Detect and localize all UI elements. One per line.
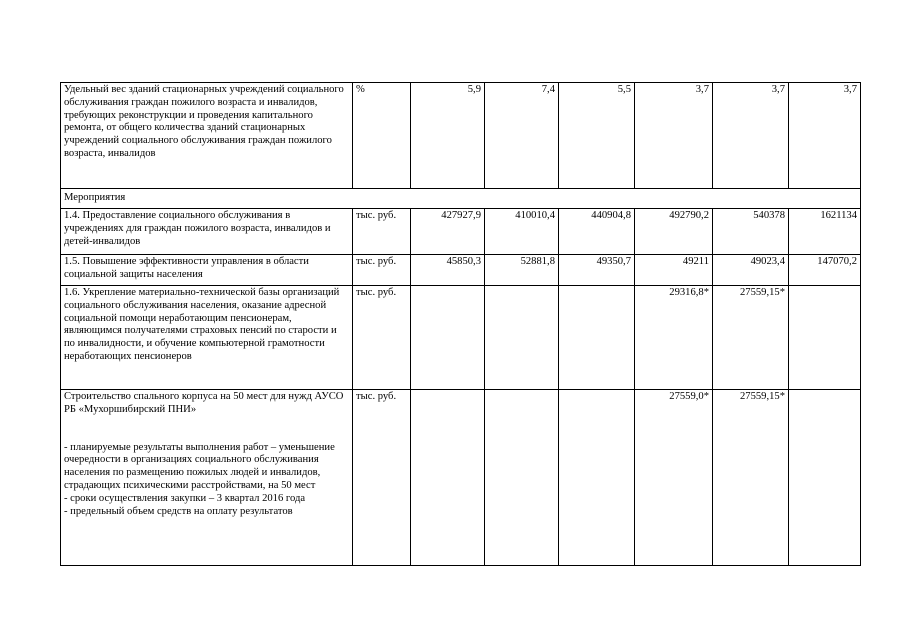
value-cell: 3,7 [713, 83, 789, 189]
value-cell: 49023,4 [713, 255, 789, 286]
table-row [61, 286, 861, 390]
document-table [60, 82, 861, 566]
value-cell: 540378 [713, 209, 789, 255]
value-cell: 49350,7 [559, 255, 635, 286]
value-cell: 7,4 [485, 83, 559, 189]
value-cell: 52881,8 [485, 255, 559, 286]
value-cell: 410010,4 [485, 209, 559, 255]
value-cell [559, 286, 635, 390]
value-cell [411, 286, 485, 390]
value-cell: 49211 [635, 255, 713, 286]
value-cell: 27559,15* [713, 286, 789, 390]
row-name: 1.5. Повышение эффективности управления в области социальной защиты населения [61, 255, 353, 286]
row-name: Строительство спального корпуса на 50 мест для нужд АУСО РБ «Мухоршибирский ПНИ» [64, 391, 344, 415]
value-cell: 3,7 [789, 83, 861, 189]
row-unit: тыс. руб. [353, 209, 411, 255]
value-cell [485, 390, 559, 566]
value-cell: 440904,8 [559, 209, 635, 255]
row-name-block [61, 390, 353, 566]
row-unit: тыс. руб. [353, 255, 411, 286]
row-detail: - планируемые результаты выполнения работ – уменьшение очередности в организациях социального обслуживания населения по размещению пожилых людей и инвалидов, страдающих психическими расстройствами, на 50 мест [64, 441, 335, 491]
value-cell: 45850,3 [411, 255, 485, 286]
value-cell [485, 286, 559, 390]
value-cell: 427927,9 [411, 209, 485, 255]
value-cell [789, 390, 861, 566]
row-name: 1.6. Укрепление материально-технической базы организаций социального обслуживания населения, оказание адресной социальной помощи неработающим пенсионерам, являющимся получателями страховых пенсий по старости и по инвалидности, и обучение компьютерной грамотности неработающих пенсионеров [61, 286, 353, 390]
section-title: Мероприятия [61, 189, 861, 209]
value-cell: 492790,2 [635, 209, 713, 255]
value-cell: 5,5 [559, 83, 635, 189]
value-cell: 29316,8* [635, 286, 713, 390]
section-row [61, 189, 861, 209]
row-unit: тыс. руб. [353, 286, 411, 390]
row-detail: - сроки осуществления закупки – 3 квартал 2016 года [64, 492, 306, 504]
value-cell [789, 286, 861, 390]
value-cell: 147070,2 [789, 255, 861, 286]
row-name: Удельный вес зданий стационарных учреждений социального обслуживания граждан пожилого возраста и инвалидов, требующих реконструкции и проведения капитального ремонта, от общего количества зданий стационарных учреждений социального обслуживания граждан пожилого возраста, инвалидов [61, 83, 353, 189]
table-row [61, 255, 861, 286]
table-row [61, 83, 861, 189]
value-cell: 5,9 [411, 83, 485, 189]
row-name: 1.4. Предоставление социального обслуживания в учреждениях для граждан пожилого возраста, инвалидов и детей-инвалидов [61, 209, 353, 255]
row-unit: тыс. руб. [353, 390, 411, 566]
value-cell: 1621134 [789, 209, 861, 255]
value-cell: 27559,15* [713, 390, 789, 566]
value-cell [559, 390, 635, 566]
table-row [61, 390, 861, 566]
spacer [64, 417, 349, 442]
row-detail: - предельный объем средств на оплату результатов [64, 505, 293, 517]
value-cell [411, 390, 485, 566]
value-cell: 27559,0* [635, 390, 713, 566]
row-unit: % [353, 83, 411, 189]
value-cell: 3,7 [635, 83, 713, 189]
table-row [61, 209, 861, 255]
